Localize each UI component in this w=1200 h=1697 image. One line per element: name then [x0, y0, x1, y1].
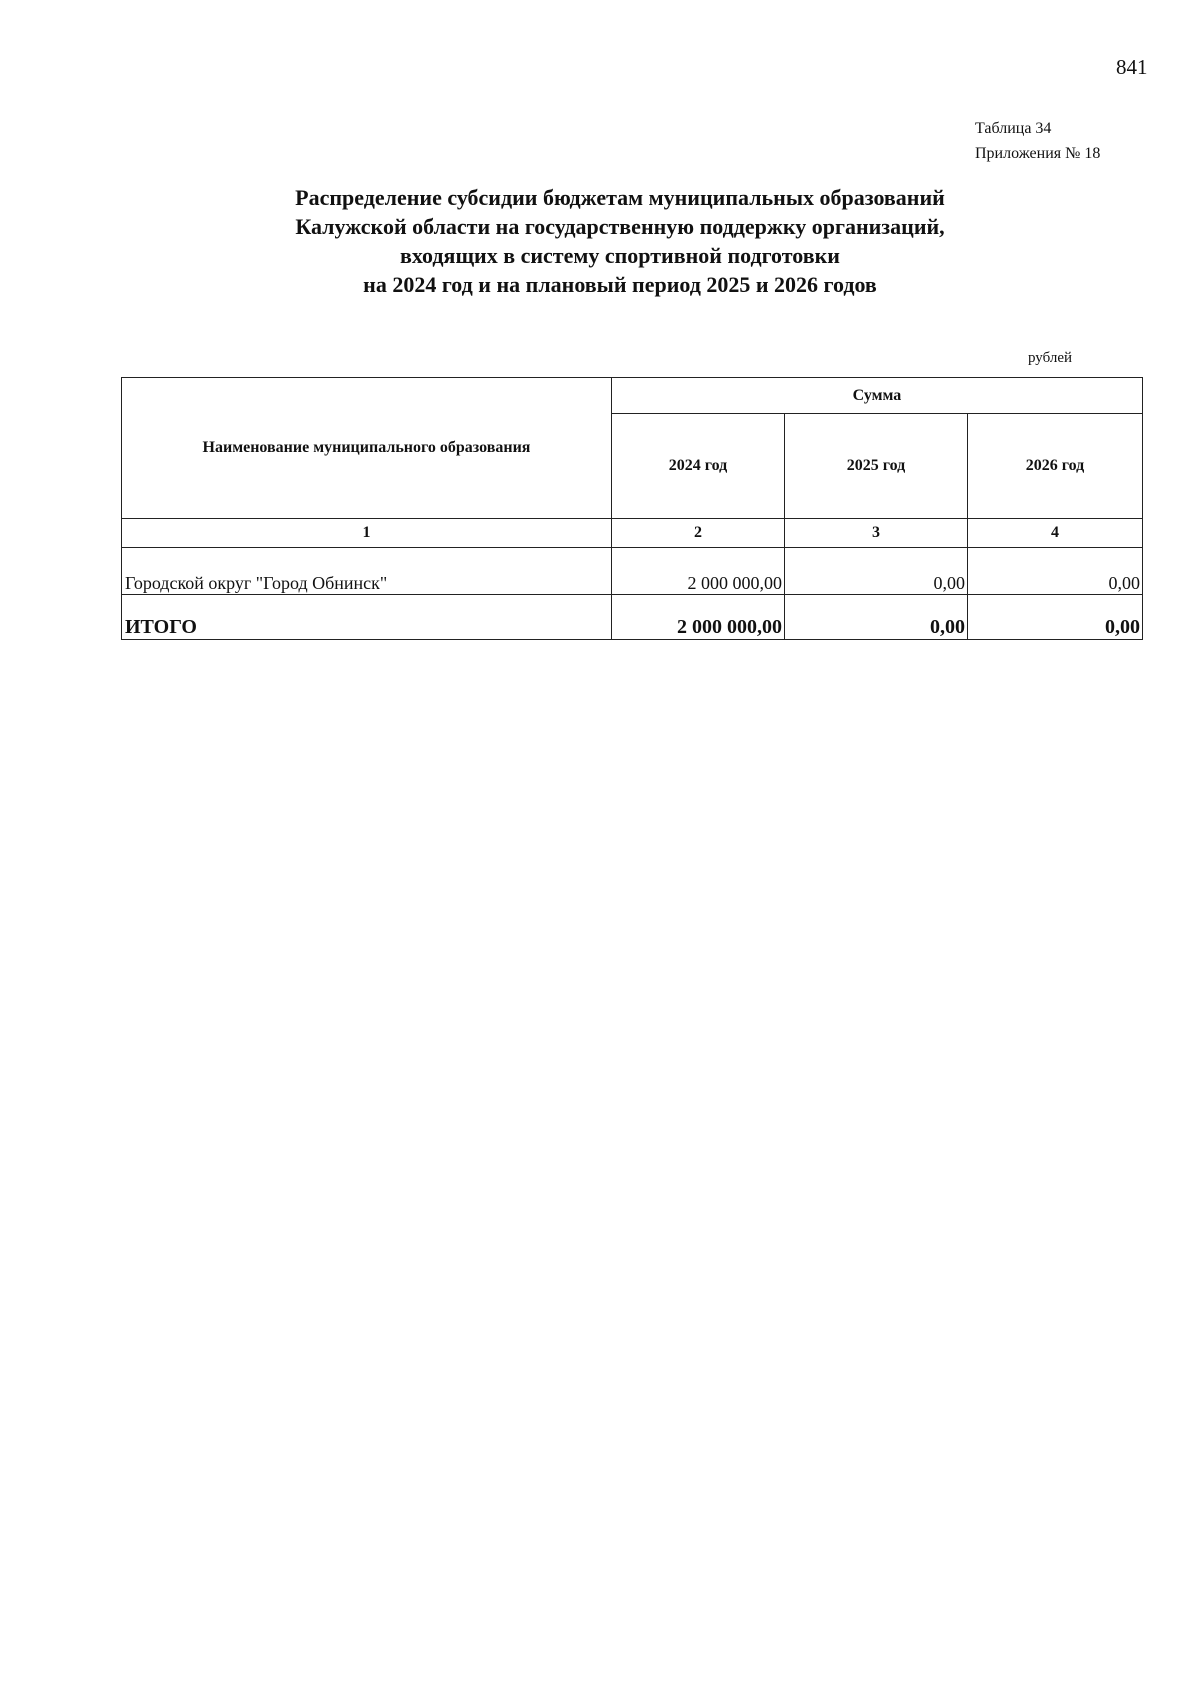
- column-number-1: 1: [122, 519, 612, 548]
- table-row: [122, 548, 1143, 595]
- column-number-3: 3: [785, 519, 968, 548]
- row-value-2025: 0,00: [785, 548, 968, 595]
- total-value-2024: 2 000 000,00: [612, 595, 785, 640]
- row-value-2024: 2 000 000,00: [612, 548, 785, 595]
- appendix-reference: [975, 116, 1100, 166]
- subsidy-table: [121, 377, 1143, 640]
- total-value-2025: 0,00: [785, 595, 968, 640]
- year-header-2026: 2026 год: [968, 414, 1143, 519]
- sum-header: Сумма: [612, 378, 1143, 414]
- annex-label: Приложения № 18: [975, 145, 1101, 162]
- column-number-2: 2: [612, 519, 785, 548]
- year-header-2024: 2024 год: [612, 414, 785, 519]
- title-line-1: Распределение субсидии бюджетам муниципальных образований: [295, 185, 945, 210]
- total-label: ИТОГО: [122, 595, 612, 640]
- total-row: [122, 595, 1143, 640]
- document-title: [190, 183, 1050, 299]
- units-label: рублей: [1028, 350, 1073, 366]
- title-line-2: Калужской области на государственную поддержку организаций,: [295, 214, 945, 239]
- year-header-2025: 2025 год: [785, 414, 968, 519]
- title-line-3: входящих в систему спортивной подготовки: [400, 243, 840, 268]
- name-column-header-text: Наименование муниципального образования: [202, 439, 531, 456]
- total-value-2026: 0,00: [968, 595, 1143, 640]
- name-column-header: [122, 378, 612, 519]
- row-name: Городской округ "Город Обнинск": [122, 548, 612, 595]
- row-value-2026: 0,00: [968, 548, 1143, 595]
- title-line-4: на 2024 год и на плановый период 2025 и 2026 годов: [363, 272, 877, 297]
- page-number: 841: [1116, 55, 1148, 79]
- column-number-4: 4: [968, 519, 1143, 548]
- table-label: Таблица 34: [975, 120, 1052, 137]
